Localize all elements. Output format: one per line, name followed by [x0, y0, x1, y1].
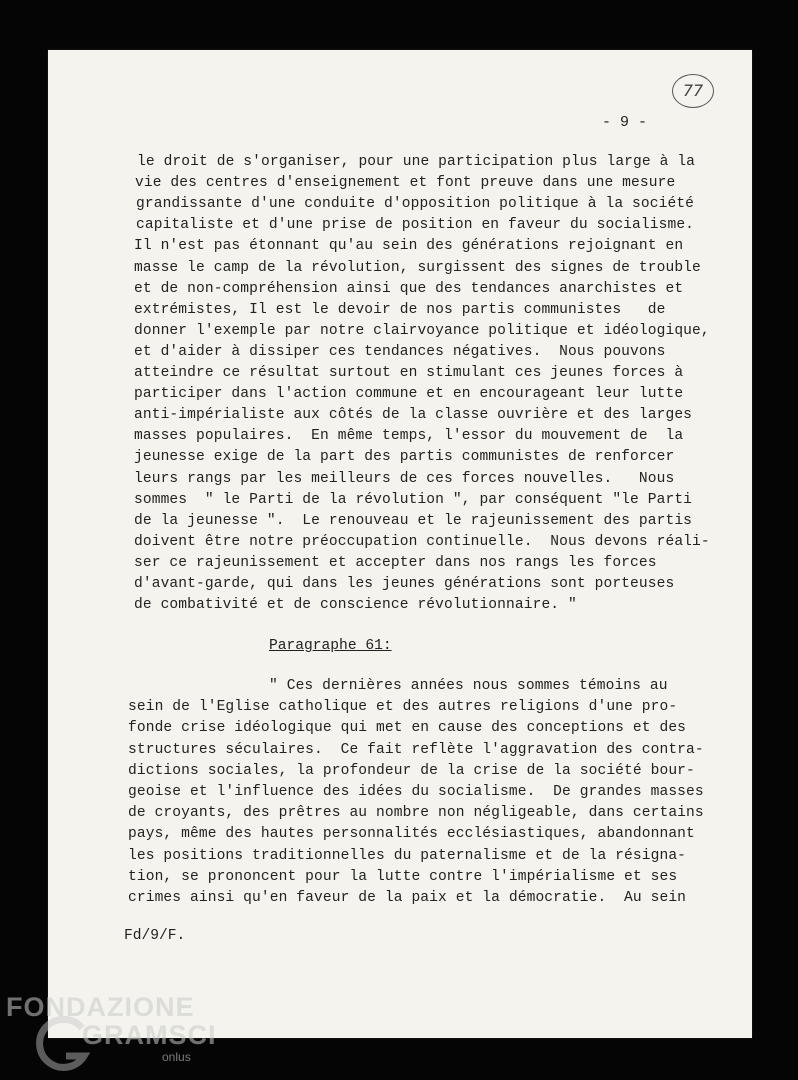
document-reference-code: Fd/9/F. [124, 928, 186, 944]
text-line: crimes ainsi qu'en faveur de la paix et la démocratie. Au sein [128, 890, 687, 906]
text-line: donner l'exemple par notre clairvoyance politique et idéologique, [134, 322, 710, 339]
text-line: de la jeunesse ". Le renouveau et le rajeunissement des partis [134, 512, 693, 529]
text-line: vie des centres d'enseignement et font preuve dans une mesure [135, 175, 676, 192]
text-line: de combativité et de conscience révolutionnaire. " [134, 597, 577, 614]
text-line: doivent être notre préoccupation continuelle. Nous devons réali- [134, 533, 710, 550]
text-line: extrémistes, Il est le devoir de nos partis communistes de [134, 301, 666, 318]
text-line: d'avant-garde, qui dans les jeunes générations sont porteuses [134, 576, 675, 592]
section-heading: Paragraphe 61: [269, 638, 392, 654]
watermark-line-1: FONDAZIONE [6, 992, 195, 1022]
text-line: sein de l'Eglise catholique et des autres religions d'une pro- [128, 699, 678, 716]
text-line: capitaliste et d'une prise de position en faveur du socialisme. [136, 217, 695, 234]
watermark-line-2: GRAMSCI [82, 1020, 217, 1050]
text-line: masse le camp de la révolution, surgissent des signes de trouble [134, 259, 701, 276]
text-line: les positions traditionnelles du paternalisme et de la résigna- [128, 847, 687, 864]
text-line: et de non-compréhension ainsi que des tendances anarchistes et [134, 280, 684, 297]
text-line: structures séculaires. Ce fait reflète l'aggravation des contra- [128, 741, 704, 758]
text-line: Il n'est pas étonnant qu'au sein des générations rejoignant en [134, 238, 684, 255]
text-line: jeunesse exige de la part des partis communistes de renforcer [134, 449, 675, 466]
text-line: masses populaires. En même temps, l'essor du mouvement de la [134, 428, 684, 445]
text-line: tion, se prononcent pour la lutte contre l'impérialisme et ses [128, 868, 678, 885]
text-line: et d'aider à dissiper ces tendances négatives. Nous pouvons [134, 343, 666, 360]
text-line: leurs rangs par les meilleurs de ces forces nouvelles. Nous [134, 470, 675, 487]
text-line: pays, même des hautes personnalités ecclésiastiques, abandonnant [128, 826, 695, 843]
text-line: " Ces dernières années nous sommes témoins au [269, 678, 668, 694]
archive-number-stamp: 77 [672, 74, 714, 108]
text-line: atteindre ce résultat surtout en stimulant ces jeunes forces à [134, 365, 684, 381]
text-line: sommes " le Parti de la révolution ", par conséquent "le Parti [134, 491, 693, 508]
text-line: anti-impérialiste aux côtés de la classe ouvrière et des larges [134, 407, 693, 424]
watermark-line-3: onlus [162, 1050, 191, 1064]
page-number: - 9 - [602, 114, 648, 131]
text-line: ser ce rajeunissement et accepter dans nos rangs les forces [134, 554, 657, 571]
text-line: grandissante d'une conduite d'opposition politique à la société [136, 196, 695, 213]
text-line: participer dans l'action commune et en encourageant leur lutte [134, 386, 684, 403]
text-line: fonde crise idéologique qui met en cause des conceptions et des [128, 720, 687, 737]
text-line: geoise et l'influence des idées du socialisme. De grandes masses [128, 784, 704, 800]
text-line: dictions sociales, la profondeur de la crise de la société bour- [128, 762, 695, 779]
text-line: de croyants, des prêtres au nombre non négligeable, dans certains [128, 805, 704, 822]
text-line: le droit de s'organiser, pour une participation plus large à la [137, 154, 696, 170]
